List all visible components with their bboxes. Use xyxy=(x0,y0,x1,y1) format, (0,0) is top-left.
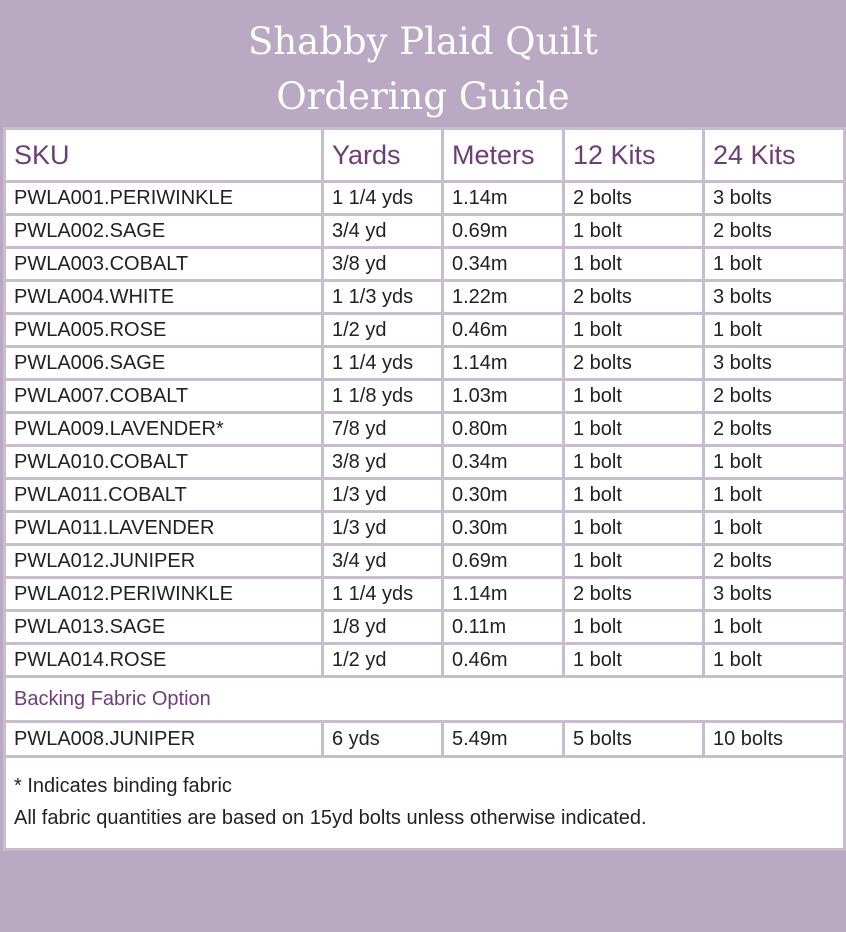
notes-row xyxy=(5,757,845,850)
cell-yards: 1 1/3 yds xyxy=(323,281,443,314)
table-row xyxy=(5,413,845,446)
column-header-yards: Yards xyxy=(323,129,443,182)
cell-meters: 0.34m xyxy=(443,248,564,281)
cell-12-kits: 5 bolts xyxy=(564,722,704,757)
cell-meters: 0.69m xyxy=(443,215,564,248)
cell-24-kits: 1 bolt xyxy=(704,611,845,644)
cell-12-kits: 1 bolt xyxy=(564,545,704,578)
cell-meters: 1.03m xyxy=(443,380,564,413)
cell-sku: PWLA014.ROSE xyxy=(5,644,323,677)
backing-section-row xyxy=(5,677,845,722)
title-banner xyxy=(0,0,846,125)
cell-24-kits: 1 bolt xyxy=(704,479,845,512)
cell-meters: 0.34m xyxy=(443,446,564,479)
cell-meters: 0.46m xyxy=(443,314,564,347)
cell-yards: 6 yds xyxy=(323,722,443,757)
fabric-rows xyxy=(5,182,845,677)
cell-meters: 1.14m xyxy=(443,182,564,215)
cell-sku: PWLA007.COBALT xyxy=(5,380,323,413)
cell-24-kits: 3 bolts xyxy=(704,347,845,380)
cell-24-kits: 2 bolts xyxy=(704,380,845,413)
title-line-2: Ordering Guide xyxy=(276,75,570,118)
table-row xyxy=(5,215,845,248)
cell-sku: PWLA012.JUNIPER xyxy=(5,545,323,578)
table-row xyxy=(5,446,845,479)
cell-yards: 3/8 yd xyxy=(323,248,443,281)
table-row xyxy=(5,644,845,677)
cell-12-kits: 1 bolt xyxy=(564,512,704,545)
table-row-backing xyxy=(5,722,845,757)
cell-sku: PWLA002.SAGE xyxy=(5,215,323,248)
cell-24-kits: 2 bolts xyxy=(704,413,845,446)
cell-12-kits: 1 bolt xyxy=(564,248,704,281)
table-row xyxy=(5,380,845,413)
cell-yards: 3/4 yd xyxy=(323,545,443,578)
cell-12-kits: 1 bolt xyxy=(564,446,704,479)
table-row xyxy=(5,479,845,512)
cell-24-kits: 2 bolts xyxy=(704,545,845,578)
cell-24-kits: 1 bolt xyxy=(704,248,845,281)
cell-yards: 1 1/4 yds xyxy=(323,578,443,611)
note-bolts: All fabric quantities are based on 15yd bolts unless otherwise indicated. xyxy=(14,807,647,829)
cell-24-kits: 3 bolts xyxy=(704,281,845,314)
cell-12-kits: 1 bolt xyxy=(564,380,704,413)
cell-12-kits: 2 bolts xyxy=(564,281,704,314)
cell-meters: 1.22m xyxy=(443,281,564,314)
cell-sku: PWLA009.LAVENDER* xyxy=(5,413,323,446)
table-row xyxy=(5,248,845,281)
table-row xyxy=(5,512,845,545)
cell-sku: PWLA011.LAVENDER xyxy=(5,512,323,545)
cell-sku: PWLA004.WHITE xyxy=(5,281,323,314)
cell-yards: 1 1/4 yds xyxy=(323,182,443,215)
cell-24-kits: 3 bolts xyxy=(704,578,845,611)
cell-meters: 5.49m xyxy=(443,722,564,757)
column-header-12-kits: 12 Kits xyxy=(564,129,704,182)
cell-yards: 7/8 yd xyxy=(323,413,443,446)
cell-yards: 1/3 yd xyxy=(323,512,443,545)
cell-yards: 1/2 yd xyxy=(323,644,443,677)
table-row xyxy=(5,578,845,611)
table-header-row xyxy=(5,129,845,182)
table-row xyxy=(5,545,845,578)
cell-24-kits: 10 bolts xyxy=(704,722,845,757)
cell-24-kits: 3 bolts xyxy=(704,182,845,215)
notes-cell xyxy=(5,757,845,850)
title-line-1: Shabby Plaid Quilt xyxy=(247,20,599,63)
cell-24-kits: 1 bolt xyxy=(704,512,845,545)
cell-meters: 0.30m xyxy=(443,512,564,545)
cell-yards: 1/8 yd xyxy=(323,611,443,644)
note-binding: * Indicates binding fabric xyxy=(14,775,232,797)
cell-12-kits: 1 bolt xyxy=(564,314,704,347)
column-header-24-kits: 24 Kits xyxy=(704,129,845,182)
cell-meters: 0.80m xyxy=(443,413,564,446)
cell-yards: 1/2 yd xyxy=(323,314,443,347)
cell-meters: 1.14m xyxy=(443,347,564,380)
cell-meters: 0.30m xyxy=(443,479,564,512)
cell-24-kits: 1 bolt xyxy=(704,446,845,479)
table-row xyxy=(5,281,845,314)
cell-12-kits: 2 bolts xyxy=(564,347,704,380)
cell-sku: PWLA011.COBALT xyxy=(5,479,323,512)
cell-meters: 0.11m xyxy=(443,611,564,644)
cell-sku: PWLA005.ROSE xyxy=(5,314,323,347)
column-header-sku: SKU xyxy=(5,129,323,182)
ordering-table xyxy=(3,127,846,851)
column-header-meters: Meters xyxy=(443,129,564,182)
cell-24-kits: 2 bolts xyxy=(704,215,845,248)
cell-meters: 1.14m xyxy=(443,578,564,611)
cell-24-kits: 1 bolt xyxy=(704,314,845,347)
cell-yards: 3/8 yd xyxy=(323,446,443,479)
table-row xyxy=(5,314,845,347)
cell-sku: PWLA010.COBALT xyxy=(5,446,323,479)
cell-meters: 0.69m xyxy=(443,545,564,578)
cell-12-kits: 2 bolts xyxy=(564,182,704,215)
cell-yards: 1 1/8 yds xyxy=(323,380,443,413)
cell-yards: 3/4 yd xyxy=(323,215,443,248)
backing-section-label: Backing Fabric Option xyxy=(5,677,845,722)
cell-sku: PWLA013.SAGE xyxy=(5,611,323,644)
cell-sku: PWLA001.PERIWINKLE xyxy=(5,182,323,215)
cell-12-kits: 1 bolt xyxy=(564,644,704,677)
cell-yards: 1/3 yd xyxy=(323,479,443,512)
cell-24-kits: 1 bolt xyxy=(704,644,845,677)
table-row xyxy=(5,347,845,380)
cell-12-kits: 1 bolt xyxy=(564,215,704,248)
cell-yards: 1 1/4 yds xyxy=(323,347,443,380)
cell-sku: PWLA006.SAGE xyxy=(5,347,323,380)
cell-12-kits: 2 bolts xyxy=(564,578,704,611)
cell-meters: 0.46m xyxy=(443,644,564,677)
cell-sku: PWLA003.COBALT xyxy=(5,248,323,281)
cell-sku: PWLA012.PERIWINKLE xyxy=(5,578,323,611)
cell-12-kits: 1 bolt xyxy=(564,413,704,446)
table-row xyxy=(5,182,845,215)
cell-12-kits: 1 bolt xyxy=(564,479,704,512)
cell-sku: PWLA008.JUNIPER xyxy=(5,722,323,757)
table-row xyxy=(5,611,845,644)
cell-12-kits: 1 bolt xyxy=(564,611,704,644)
